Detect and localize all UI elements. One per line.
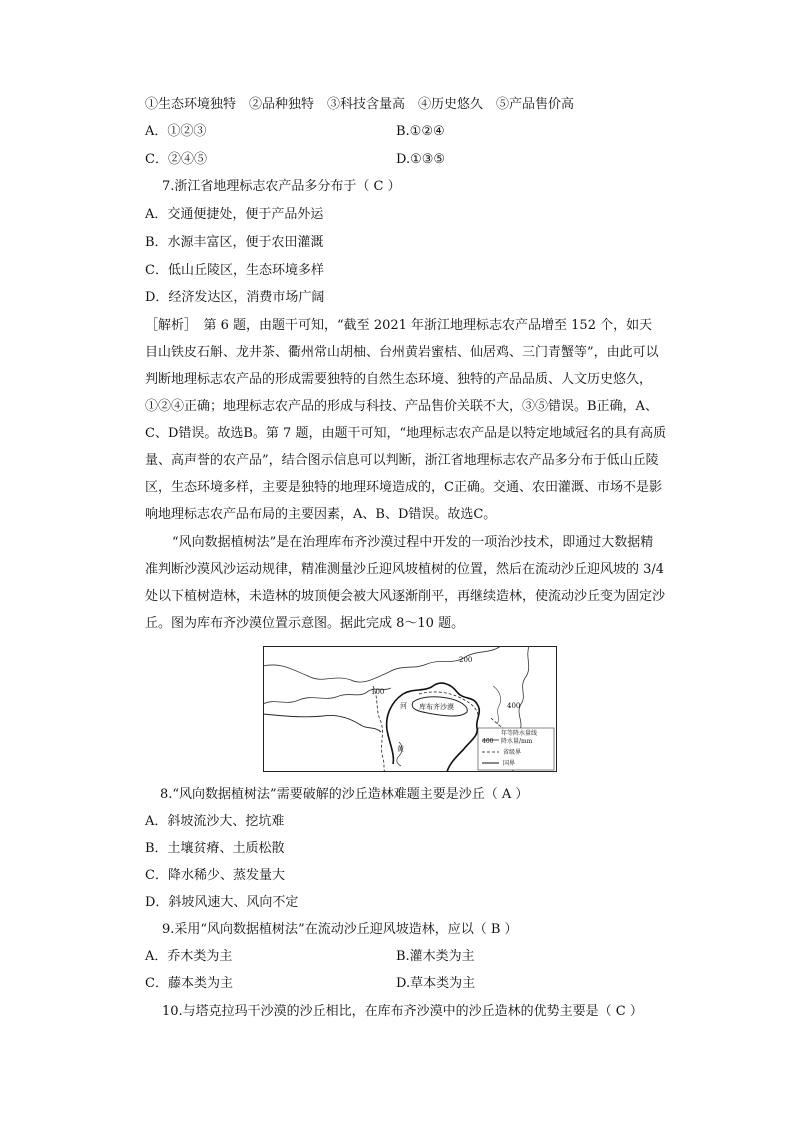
analysis-line-8: 响地理标志农产品布局的主要因素，A、B、D错误。故选C。 xyxy=(145,507,497,522)
river-label-huang: 黄 xyxy=(397,745,404,753)
river-label-he: 河 xyxy=(400,702,407,710)
q8-option-a: A．斜坡流沙大、挖坑难 xyxy=(145,814,285,829)
q8-option-d: D．斜坡风速大、风向不定 xyxy=(145,895,299,910)
isoline-label-400: 400 xyxy=(507,702,521,710)
q6-option-c: C．②④⑤ xyxy=(145,152,207,167)
analysis-line-1: ［解析］ 第 6 题，由题干可知，“截至 2021 年浙江地理标志农产品增至 152 个，如天 xyxy=(145,318,653,333)
q6-option-d: D.①③⑤ xyxy=(396,152,446,167)
q9-stem: 9.采用“风向数据植树法”在流动沙丘迎风坡造林，应以（ B ） xyxy=(162,922,518,937)
passage-line-4: 丘。图为库布齐沙漠位置示意图。据此完成 8～10 题。 xyxy=(145,616,465,631)
legend-isoline-value: 400 xyxy=(482,738,494,745)
analysis-line-6: 量、高声誉的农产品”，结合图示信息可以判断，浙江省地理标志农产品多分布于低山丘陵 xyxy=(145,453,659,468)
desert-label: 库布齐沙漠 xyxy=(419,703,454,711)
kubuqi-desert-location-map xyxy=(263,646,557,772)
q9-option-d: D.草本类为主 xyxy=(396,976,476,991)
q9-option-c: C．藤本类为主 xyxy=(145,976,233,991)
analysis-line-4: ①②④正确；地理标志农产品的形成与科技、产品售价关联不大，③⑤错误。B正确，A、 xyxy=(145,399,658,414)
q7-option-c: C．低山丘陵区，生态环境多样 xyxy=(145,263,324,278)
q8-option-c: C．降水稀少、蒸发量大 xyxy=(145,868,285,883)
legend-title: 年等降水量线 xyxy=(501,730,538,737)
q7-option-b: B．水源丰富区，便于农田灌溉 xyxy=(145,235,324,250)
analysis-line-7: 区，生态环境多样，主要是独特的地理环境造成的，C正确。交通、农田灌溉、市场不是影 xyxy=(145,480,662,495)
legend-province-text: 省级界 xyxy=(503,749,522,756)
passage-line-1: “风向数据植树法”是在治理库布齐沙漠过程中开发的一项治沙技术，即通过大数据精 xyxy=(172,535,654,550)
passage-line-2: 准判断沙漠风沙运动规律，精准测量沙丘迎风坡植树的位置，然后在流动沙丘迎风坡的 3/4 xyxy=(145,562,665,577)
analysis-line-3: 判断地理标志农产品的形成需要独特的自然生态环境、独特的产品品质、人文历史悠久， xyxy=(145,372,653,387)
passage-line-3: 处以下植树造林，未造林的坡顶便会被大风逐渐削平，再继续造林，使流动沙丘变为固定沙 xyxy=(145,589,666,604)
q6-option-a: A．①②③ xyxy=(145,124,207,139)
q8-stem: 8.“风向数据植树法”需要破解的沙丘造林难题主要是沙丘（ A ） xyxy=(160,787,529,802)
q7-stem: 7.浙江省地理标志农产品多分布于（ C ） xyxy=(162,179,401,194)
q10-stem: 10.与塔克拉玛干沙漠的沙丘相比，在库布齐沙漠中的沙丘造林的优势主要是（ C ） xyxy=(162,1004,643,1019)
analysis-line-2: 目山铁皮石斛、龙井茶、衢州常山胡柚、台州黄岩蜜桔、仙居鸡、三门青蟹等”，由此可以 xyxy=(145,345,659,360)
q6-option-b: B.①②④ xyxy=(396,124,445,139)
isoline-label-100: 100 xyxy=(371,688,385,696)
analysis-line-5: C、D错误。故选B。第 7 题，由题干可知，“地理标志农产品是以特定地域冠名的具有高质 xyxy=(145,426,667,441)
q7-option-a: A．交通便捷处，便于产品外运 xyxy=(145,207,324,222)
q6-items-line: ①生态环境独特 ②品种独特 ③科技含量高 ④历史悠久 ⑤产品售价高 xyxy=(145,97,575,112)
isoline-label-200: 200 xyxy=(459,656,473,664)
q9-option-a: A．乔木类为主 xyxy=(145,949,233,964)
q8-option-b: B．土壤贫瘠、土质松散 xyxy=(145,841,285,856)
legend-isoline-text: 降水量/mm xyxy=(501,738,533,745)
legend-national-text: 国界 xyxy=(503,760,516,767)
q9-option-b: B.灌木类为主 xyxy=(396,949,475,964)
q7-option-d: D．经济发达区，消费市场广阔 xyxy=(145,290,325,305)
